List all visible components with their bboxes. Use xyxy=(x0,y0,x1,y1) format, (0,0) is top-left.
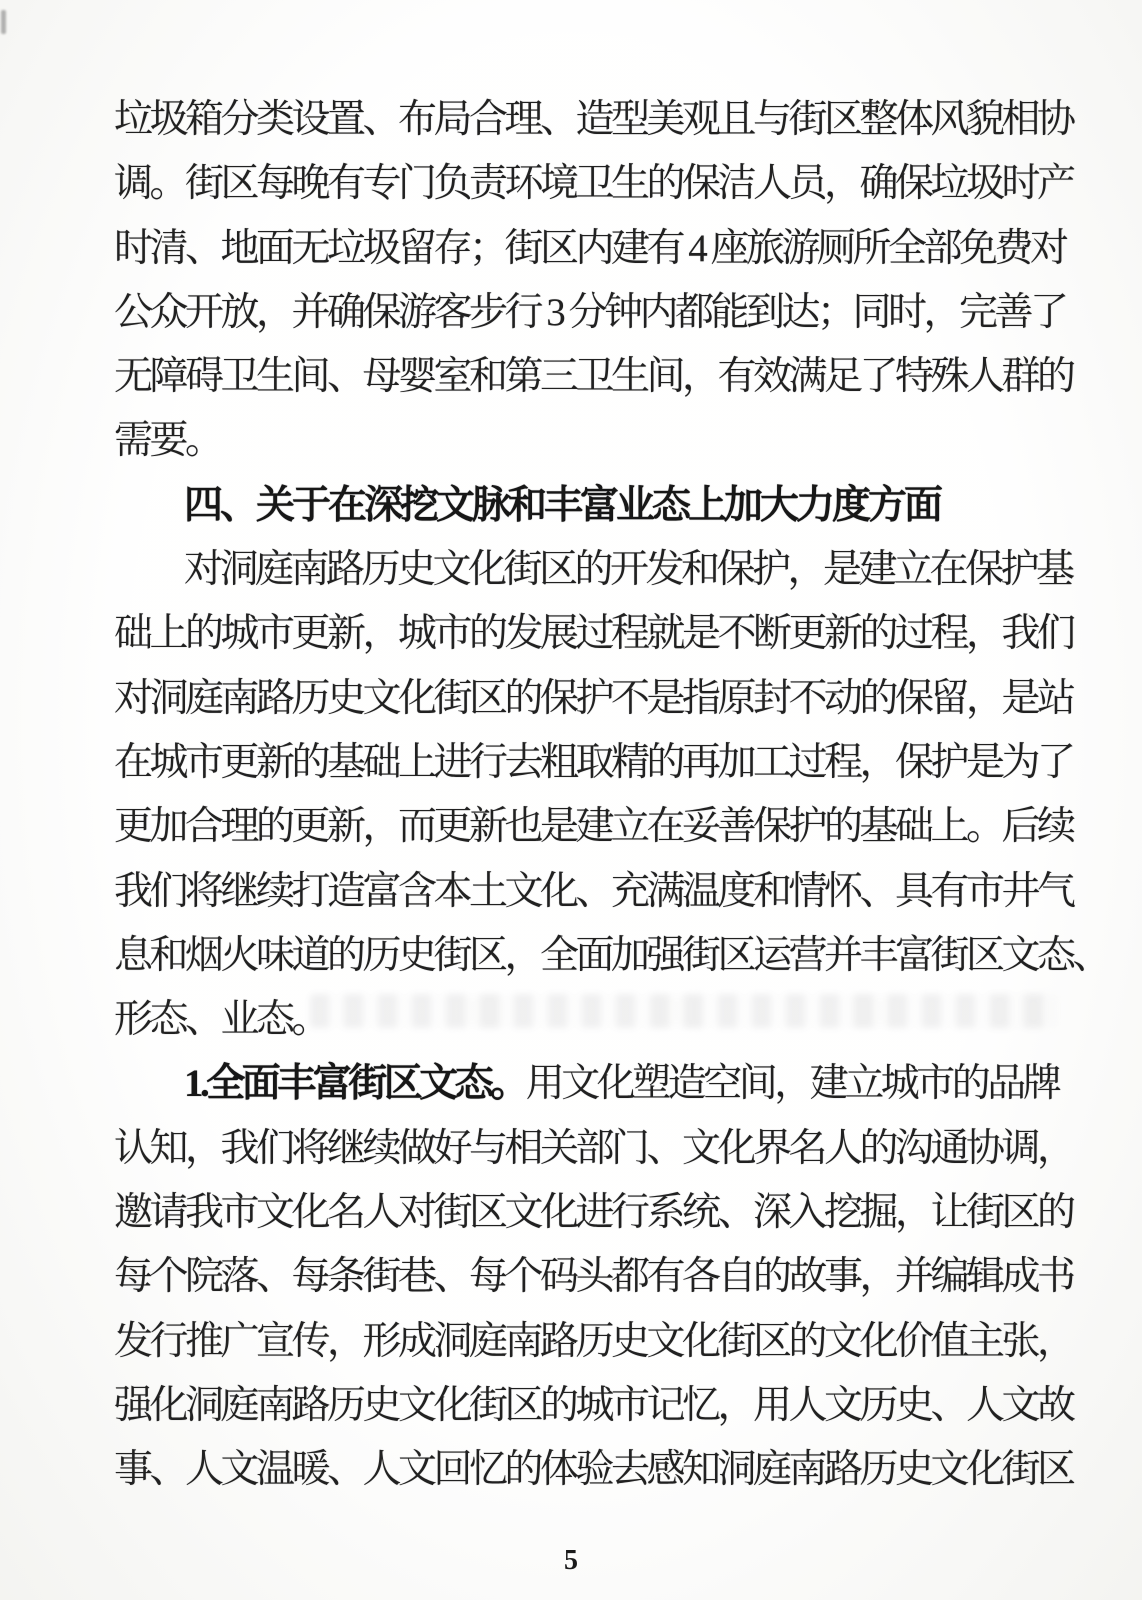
text-run: 更加合理的更新，而更新也是建立在妥善保护的基础上。后续 xyxy=(114,805,1073,849)
text-line xyxy=(114,1245,1074,1309)
text-run: 时清、地面无垃圾留存；街区内建有 4 座旅游厕所全部免费对 xyxy=(114,226,1066,270)
text-line xyxy=(114,281,1074,345)
text-run: 用文化塑造空间，建立城市的品牌 xyxy=(525,1062,1059,1106)
text-line xyxy=(114,667,1074,731)
bold-text-run: 1.全面丰富街区文态。 xyxy=(184,1062,526,1106)
text-run: 形态、业态。 xyxy=(114,998,328,1042)
text-run: 在城市更新的基础上进行去粗取精的再加工过程，保护是为了 xyxy=(114,740,1073,784)
document-body xyxy=(114,88,1109,1503)
text-run: 我们将继续打造富含本土文化、充满温度和情怀、具有市井气 xyxy=(114,869,1073,913)
text-line xyxy=(114,795,1074,859)
text-line xyxy=(114,924,1109,988)
text-line xyxy=(114,538,1074,602)
section-heading xyxy=(114,474,1074,538)
text-run: 调。街区每晚有专门负责环境卫生的保洁人员，确保垃圾时产 xyxy=(114,162,1073,206)
text-run: 邀请我市文化名人对街区文化进行系统、深入挖掘，让街区的 xyxy=(114,1191,1073,1235)
scan-artifact-speck xyxy=(1,10,6,34)
ink-bleedthrough-artifact xyxy=(310,994,1058,1028)
page-number: 5 xyxy=(564,1545,578,1576)
text-run: 公众开放，并确保游客步行 3 分钟内都能到达；同时，完善了 xyxy=(114,290,1066,334)
text-line xyxy=(114,1181,1074,1245)
text-line xyxy=(114,345,1074,409)
text-run: 认知，我们将继续做好与相关部门、文化界名人的沟通协调， xyxy=(114,1126,1073,1170)
text-line xyxy=(114,602,1074,666)
text-line xyxy=(114,1052,1074,1116)
text-run: 事、人文温暖、人文回忆的体验去感知洞庭南路历史文化街区 xyxy=(114,1448,1073,1492)
text-line xyxy=(114,409,1074,473)
text-run: 垃圾箱分类设置、布局合理、造型美观且与街区整体风貌相协 xyxy=(114,98,1073,141)
text-run: 强化洞庭南路历史文化街区的城市记忆，用人文历史、人文故 xyxy=(114,1383,1073,1427)
text-run: 对洞庭南路历史文化街区的开发和保护，是建立在保护基 xyxy=(184,548,1072,592)
text-line xyxy=(114,217,1074,281)
text-line xyxy=(114,1117,1074,1181)
bold-text-run: 四、关于在深挖文脉和丰富业态上加大力度方面 xyxy=(184,483,941,527)
text-run: 息和烟火味道的历史街区，全面加强街区运营并丰富街区文态、 xyxy=(114,933,1109,977)
text-line xyxy=(114,731,1074,795)
text-run: 需要。 xyxy=(114,419,221,463)
text-run: 发行推广宣传，形成洞庭南路历史文化街区的文化价值主张， xyxy=(114,1319,1073,1363)
text-line xyxy=(114,152,1074,216)
text-run: 础上的城市更新，城市的发展过程就是不断更新的过程，我们 xyxy=(114,612,1073,656)
text-line xyxy=(114,88,1074,152)
text-line xyxy=(114,1438,1074,1502)
text-line xyxy=(114,1310,1074,1374)
text-run: 无障碍卫生间、母婴室和第三卫生间，有效满足了特殊人群的 xyxy=(114,355,1073,399)
text-line xyxy=(114,860,1074,924)
text-run: 对洞庭南路历史文化街区的保护不是指原封不动的保留，是站 xyxy=(114,676,1073,720)
text-run: 每个院落、每条街巷、每个码头都有各自的故事，并编辑成书 xyxy=(114,1255,1073,1299)
text-line xyxy=(114,1374,1074,1438)
